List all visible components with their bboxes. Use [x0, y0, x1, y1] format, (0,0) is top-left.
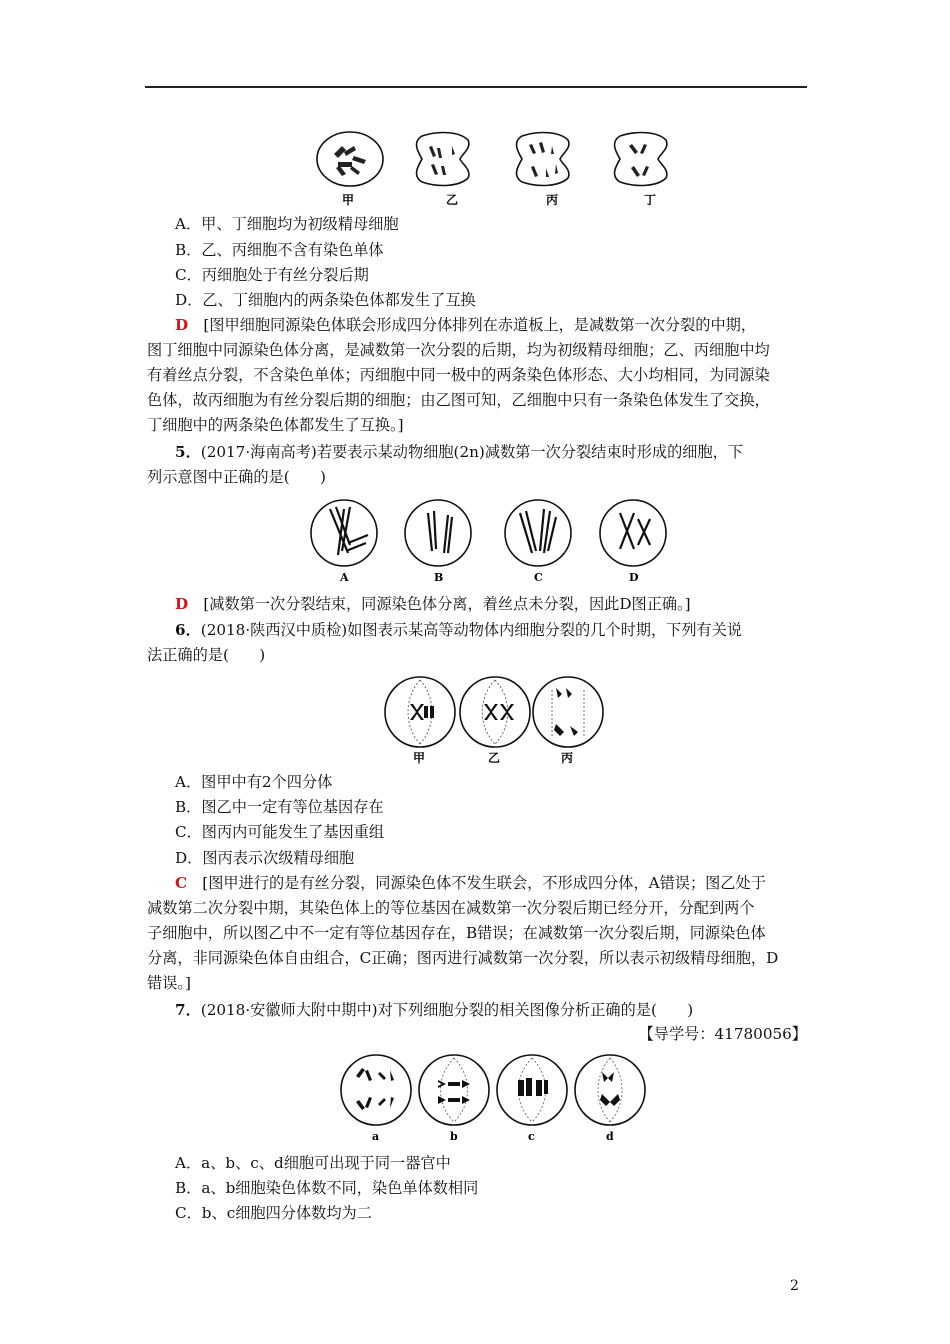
q6-explanation-line-4: 分离，非同源染色体自由组合，C正确；图丙进行减数第一次分裂，所以表示初级精母细胞，D: [147, 949, 779, 967]
q4-option-d: D．乙、丁细胞内的两条染色体都发生了互换: [175, 291, 476, 309]
q5-label-b: B: [434, 571, 444, 584]
cell-bing: [533, 677, 603, 747]
q6-explanation-line-3: 子细胞中，所以图乙中不一定有等位基因存在，B错误；在减数第一次分裂后期，同源染色体: [147, 924, 766, 942]
q6-label-bing: 丙: [561, 751, 574, 765]
q5-label-d: D: [629, 571, 639, 584]
q7-label-d: d: [606, 1130, 614, 1143]
q6-label-yi: 乙: [488, 751, 501, 765]
q4-label-ding: 丁: [644, 193, 657, 207]
q7-option-b: B．a、b细胞染色体数不同，染色单体数相同: [175, 1179, 479, 1197]
q7-option-a: A．a、b、c、d细胞可出现于同一器官中: [175, 1154, 451, 1172]
cell-b: [405, 500, 471, 566]
cell-ding: [615, 133, 667, 186]
q4-explanation-line-4: 色体，故丙细胞为有丝分裂后期的细胞；由乙图可知，乙细胞中只有一条染色体发生了交换，: [147, 391, 770, 409]
q6-explanation-line-1: C [图甲进行的是有丝分裂，同源染色体不发生联会，不形成四分体，A错误；图乙处于: [175, 874, 766, 892]
q7-label-a: a: [372, 1130, 380, 1143]
cell-c: [505, 500, 571, 566]
q6-stem-line-1: 6．(2018·陕西汉中质检)如图表示某高等动物体内细胞分裂的几个时期，下列有关说: [175, 621, 743, 639]
q6-explanation-line-5: 错误。]: [147, 974, 191, 992]
cell-yi: [460, 677, 530, 747]
q4-explanation-line-2: 图丁细胞中同源染色体分离，是减数第一次分裂的后期，均为初级精母细胞；乙、丙细胞中均: [147, 341, 770, 359]
page-number: 2: [790, 1278, 799, 1294]
q5-stem-line-1: 5．(2017·海南高考)若要表示某动物细胞(2n)减数第一次分裂结束时形成的细胞，下: [175, 443, 744, 461]
q5-label-c: C: [534, 571, 543, 584]
q4-label-bing: 丙: [546, 193, 559, 207]
q6-number: 6．: [175, 621, 201, 639]
q7-figure: [338, 1050, 650, 1146]
q5-explanation: D [减数第一次分裂结束，同源染色体分离，着丝点未分裂，因此D图正确。]: [175, 595, 691, 613]
q6-option-a: A．图甲中有2个四分体: [175, 773, 333, 791]
q4-figure: [310, 126, 690, 208]
q6-option-c: C．图丙内可能发生了基因重组: [175, 823, 385, 841]
q6-label-jia: 甲: [413, 751, 426, 765]
header-rule: [145, 86, 807, 88]
q7-guide-number: 【导学号：41780056】: [638, 1025, 807, 1043]
q4-label-jia: 甲: [342, 193, 355, 207]
q4-explanation-line-5: 丁细胞中的两条染色体都发生了互换。]: [147, 416, 404, 434]
q7-number: 7．: [175, 1001, 201, 1019]
q5-stem-line-2: 列示意图中正确的是( ): [147, 468, 326, 486]
q4-explanation-line-3: 有着丝点分裂，不含染色单体；丙细胞中同一极中的两条染色体形态、大小均相同，为同源染: [147, 366, 770, 384]
cell-jia: [385, 677, 455, 747]
q4-label-yi: 乙: [446, 193, 459, 207]
q5-figure: [308, 495, 674, 587]
cell-d: [600, 500, 666, 566]
q7-option-c: C．b、c细胞四分体数均为二: [175, 1204, 372, 1222]
cell-d: [575, 1055, 645, 1125]
q4-option-a: A．甲、丁细胞均为初级精母细胞: [175, 215, 399, 233]
q6-explanation-line-2: 减数第二次分裂中期，其染色体上的等位基因在减数第一次分裂后期已经分开，分配到两个: [147, 899, 755, 917]
cell-bing: [517, 133, 569, 186]
q4-option-c: C．丙细胞处于有丝分裂后期: [175, 266, 369, 284]
q5-label-a: A: [340, 571, 349, 584]
cell-b: [419, 1055, 489, 1125]
cell-a: [341, 1055, 411, 1125]
q6-stem-line-2: 法正确的是( ): [147, 646, 266, 664]
q5-number: 5．: [175, 443, 201, 461]
q5-answer: D: [175, 595, 189, 613]
q6-answer: C: [175, 874, 188, 892]
q4-answer: D: [175, 316, 189, 334]
q7-stem: 7．(2018·安徽师大附中期中)对下列细胞分裂的相关图像分析正确的是( ): [175, 1001, 694, 1019]
q6-option-b: B．图乙中一定有等位基因存在: [175, 798, 384, 816]
q6-figure: [380, 674, 610, 766]
cell-yi: [417, 133, 469, 186]
q4-option-b: B．乙、丙细胞不含有染色单体: [175, 241, 384, 259]
q6-option-d: D．图丙表示次级精母细胞: [175, 849, 355, 867]
cell-jia: [317, 132, 383, 186]
q4-explanation-line-1: D [图甲细胞同源染色体联会形成四分体排列在赤道板上，是减数第一次分裂的中期，: [175, 316, 757, 334]
q7-label-b: b: [450, 1130, 458, 1143]
q7-label-c: c: [528, 1130, 535, 1143]
